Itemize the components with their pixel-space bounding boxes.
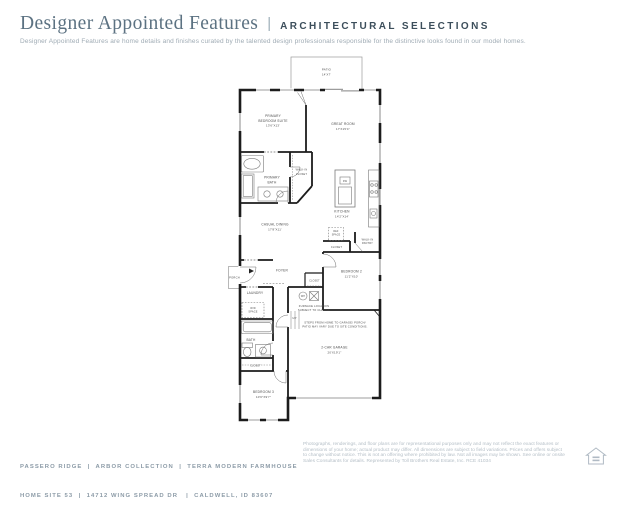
floor-plan: [228, 55, 395, 430]
footer-address-line: HOME SITE 53 | 14712 WING SPREAD DR | CALDWELL, ID 83607: [20, 492, 274, 499]
bedroom3-closet-label: CLOSET: [250, 365, 261, 368]
header-description: Designer Appointed Features are home details and finishes curated by the talented design professionals responsible for the distinctive looks found in our model homes.: [20, 38, 526, 45]
equal-housing-icon: [585, 446, 607, 466]
room-label-foyer: FOYER: [276, 268, 288, 273]
entry-door-marker: [249, 269, 254, 274]
kitchen-closet-label: CLOSET: [330, 245, 343, 249]
footer-community-line: PASSERO RIDGE | ARBOR COLLECTION | TERRA MODERN FARMHOUSE: [20, 464, 298, 470]
room-label-patio: PATIO: [321, 67, 332, 72]
room-dims-garage: 20'X19'1": [327, 350, 342, 355]
footer-community-block: [20, 444, 298, 520]
dishwasher-label: DW: [342, 181, 348, 183]
door-arcs: [240, 92, 363, 384]
room-dims-bedroom3: 10'6"X9'7": [255, 394, 272, 399]
room-dims-primary-bedroom: 13'6"X13': [266, 123, 280, 128]
room-dims-casual-dining: 17'8"X11': [268, 227, 282, 232]
room-label-casual-dining: CASUAL DINING: [261, 222, 289, 227]
title-row: [20, 13, 526, 35]
room-label-primary-bath-2: BATH: [267, 180, 277, 185]
steps-note-1: STEPS FROM HOME TO GARAGE/ PORCH/: [304, 321, 366, 325]
furnace-note-1: FURNACE LOCATION: [298, 305, 330, 308]
furnace-note-2: SUBJECT TO CHANGE: [297, 308, 331, 312]
room-label-garage: 2-CAR GARAGE: [321, 345, 348, 350]
room-dims-patio: 14'X7': [321, 72, 332, 77]
title-divider: |: [267, 15, 272, 32]
ref-space-label-2: SPACE: [331, 234, 341, 237]
room-label-kitchen: KITCHEN: [334, 209, 350, 214]
room-dims-great-room: 17'X15'4": [336, 127, 350, 131]
steps-note-2: PATIO MAY VARY DUE TO SITE CONDITIONS.: [302, 325, 368, 329]
room-labels: [229, 68, 373, 399]
room-label-great-room: GREAT ROOM: [331, 122, 355, 126]
room-label-bath2: BATH: [246, 338, 256, 342]
pantry-label-2: PANTRY: [361, 242, 374, 245]
room-label-walkin-closet-1: WALK-IN: [295, 168, 308, 172]
room-dims-kitchen: 14'2"X14': [335, 214, 349, 219]
room-label-porch: PORCH: [229, 276, 240, 280]
room-label-bedroom2: BEDROOM 2: [341, 269, 362, 274]
water-heater-label: WH: [300, 296, 306, 298]
room-label-walkin-closet-2: CLOSET: [295, 172, 308, 176]
footer-disclaimer: Photographs, renderings, and floor plans are for representational purposes only and may not reflect the exact features or dimensions of your home; actual product may differ. All dimensions are subject to field variations. Prices and offers subject to change without notice. This is not an offering where prohibited by law. Not all images may be shown. See online or onsite Sales Consultants for details. Represented by Toll Brothers Real Estate, Inc. RCE 41034: [303, 442, 565, 464]
room-label-laundry: LAUNDRY: [246, 291, 264, 295]
wd-space-label-1: W/D: [250, 306, 256, 310]
header: [20, 13, 526, 45]
pantry-label-1: WALK-IN: [361, 238, 374, 242]
page-title: Designer Appointed Features: [20, 13, 259, 34]
room-label-bedroom3: BEDROOM 3: [253, 390, 274, 394]
room-label-primary-bath-1: PRIMARY: [264, 175, 280, 180]
ref-space-label-1: REF: [333, 231, 339, 233]
up-label: UP: [292, 316, 297, 320]
architectural-selections-label: ARCHITECTURAL SELECTIONS: [280, 21, 490, 32]
room-dims-bedroom2: 11'2"X10': [344, 274, 359, 279]
wd-space-label-2: SPACE: [248, 310, 258, 314]
bedroom2-closet-label: CLOSET: [309, 280, 320, 283]
room-label-primary-bedroom-2: BEDROOM SUITE: [258, 118, 288, 123]
room-label-primary-bedroom-1: PRIMARY: [265, 114, 281, 118]
